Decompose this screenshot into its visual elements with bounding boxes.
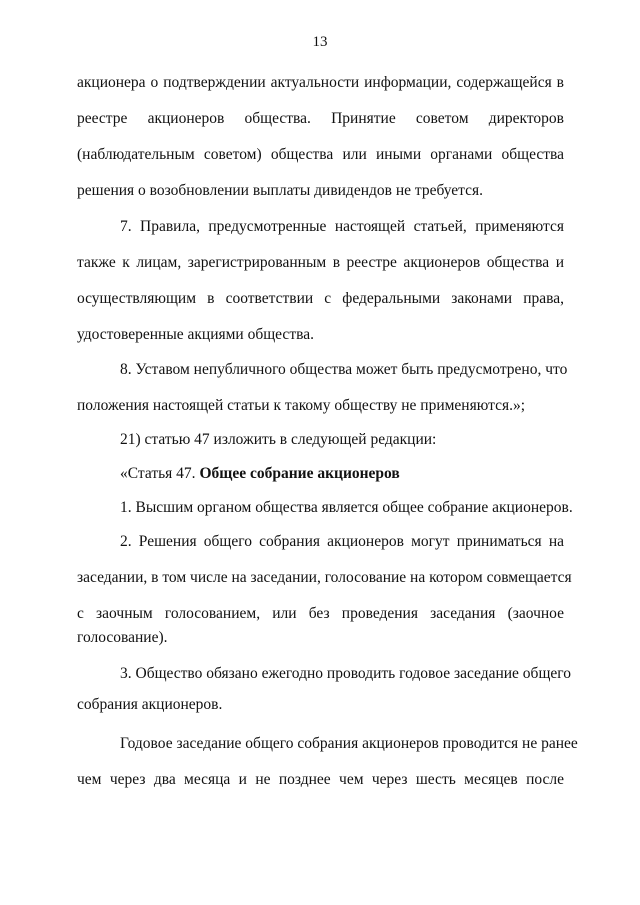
text-line: удостоверенные акциями общества.: [77, 326, 314, 343]
text-line: 3. Общество обязано ежегодно проводить годовое заседание общего: [120, 665, 571, 682]
text-line: (наблюдательным советом) общества или иными органами общества: [77, 146, 564, 163]
text-line: 21) статью 47 изложить в следующей редакции:: [120, 431, 437, 448]
text-line: 2. Решения общего собрания акционеров могут приниматься на: [120, 533, 564, 550]
article-title: Общее собрание акционеров: [199, 465, 400, 482]
text-line: также к лицам, зарегистрированным в реестре акционеров общества и: [77, 254, 564, 271]
text-line: Годовое заседание общего собрания акционеров проводится не ранее: [120, 735, 578, 752]
text-line: собрания акционеров.: [77, 696, 223, 713]
text-line: 8. Уставом непубличного общества может быть предусмотрено, что: [120, 361, 568, 378]
text-line: 7. Правила, предусмотренные настоящей статьей, применяются: [120, 218, 564, 235]
text-line: голосование).: [77, 629, 168, 646]
text-line: реестре акционеров общества. Принятие советом директоров: [77, 110, 564, 127]
text-line: осуществляющим в соответствии с федеральными законами права,: [77, 290, 564, 307]
text-line: акционера о подтверждении актуальности информации, содержащейся в: [77, 74, 564, 91]
text-line: положения настоящей статьи к такому обществу не применяются.»;: [77, 397, 526, 414]
text-line: с заочным голосованием, или без проведения заседания (заочное: [77, 605, 564, 622]
text-line: решения о возобновлении выплаты дивидендов не требуется.: [77, 182, 484, 199]
text-line: 1. Высшим органом общества является общее собрание акционеров.: [120, 499, 573, 516]
page-number: 13: [312, 34, 328, 50]
text-line: заседании, в том числе на заседании, голосование на котором совмещается: [77, 569, 572, 586]
article-number: «Статья 47.: [120, 465, 196, 482]
text-line: чем через два месяца и не позднее чем через шесть месяцев после: [77, 771, 564, 788]
article-heading: [120, 464, 400, 483]
